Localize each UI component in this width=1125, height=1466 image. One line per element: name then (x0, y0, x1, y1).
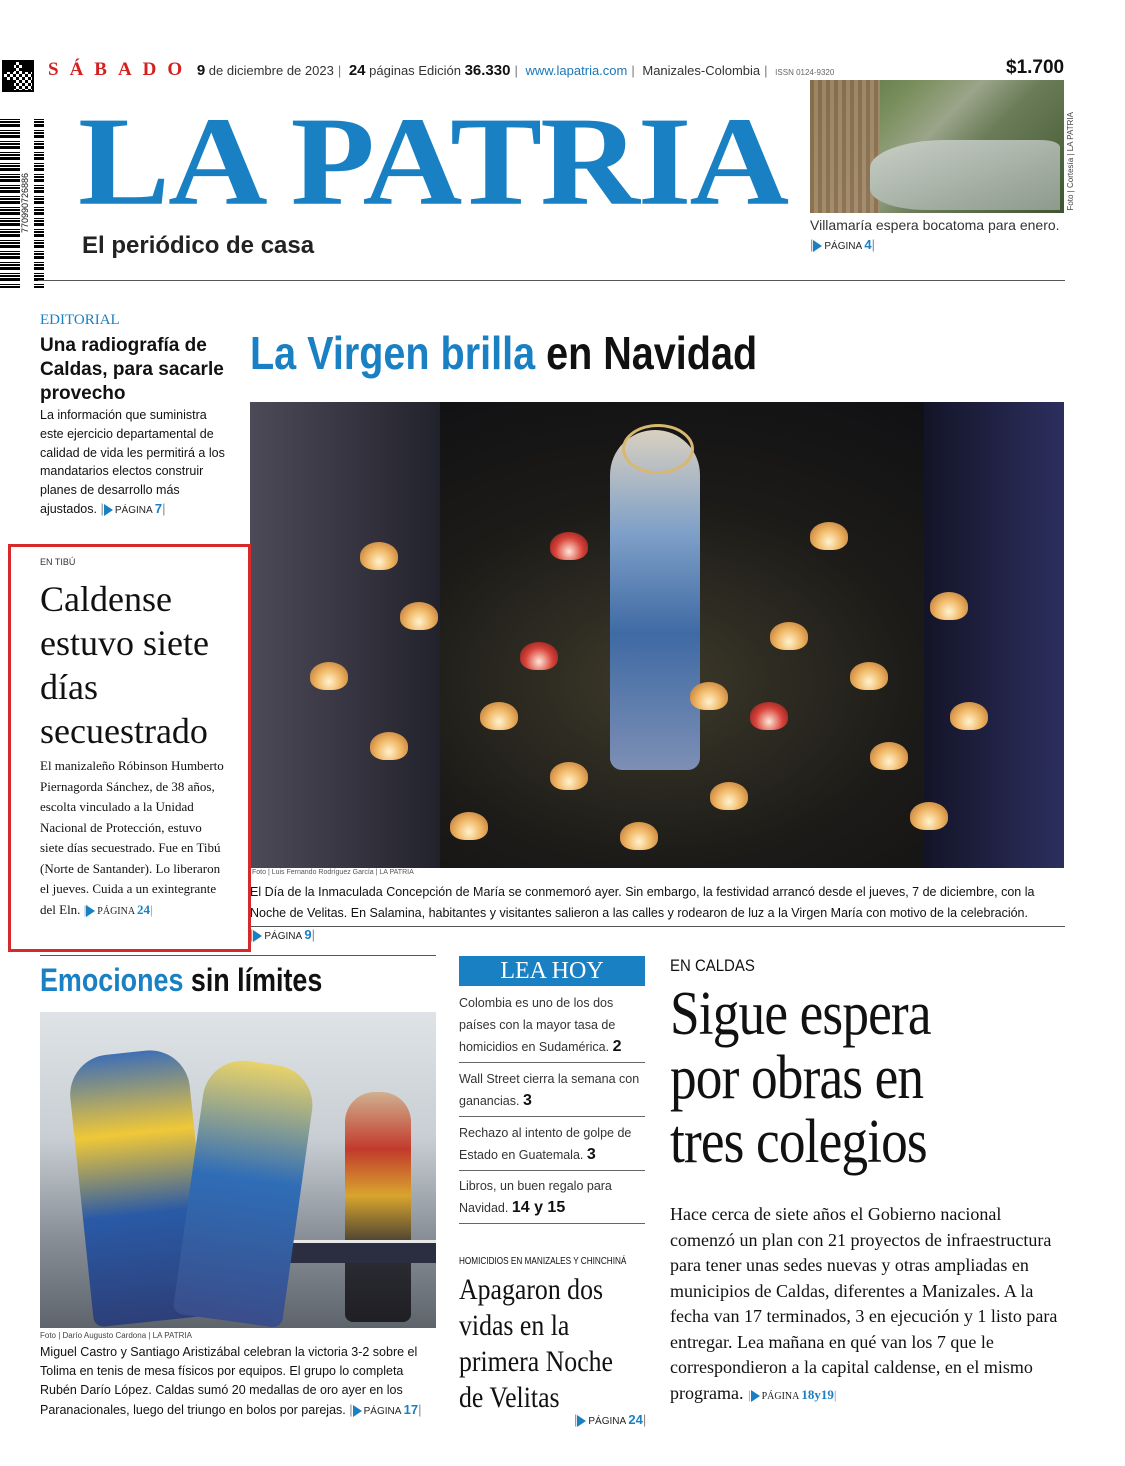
play-icon (813, 240, 822, 252)
page-reference[interactable]: | PÁGINA 18y19| (747, 1386, 837, 1402)
item-page: 3 (522, 1092, 532, 1109)
river-caption (810, 217, 1060, 252)
pages-label: páginas (369, 63, 415, 78)
divider (250, 926, 1065, 927)
play-icon (751, 1390, 760, 1402)
item-page: 2 (612, 1038, 622, 1055)
title-line: Sigue espera (670, 980, 931, 1048)
item-text: Colombia es uno de los dos países con la mayor tasa de homicidios en Sudamérica. (459, 996, 616, 1054)
headline-black: en Navidad (546, 327, 758, 379)
page-reference[interactable]: | PÁGINA 24| (83, 901, 153, 917)
item-page: 14 y 15 (511, 1199, 566, 1216)
headline-blue: La Virgen brilla (250, 327, 536, 379)
page-reference[interactable]: | PÁGINA 9| (250, 927, 316, 942)
homicidios-kicker: HOMICIDIOS EN MANIZALES Y CHINCHINÁ (459, 1256, 627, 1267)
page-label: PÁGINA (97, 905, 135, 917)
page-reference[interactable]: | PÁGINA 24| (574, 1412, 647, 1427)
page-label: PÁGINA (264, 931, 302, 942)
play-icon (577, 1415, 586, 1427)
photo-credit: Foto | Cortesía | LA PATRIA (1066, 112, 1075, 211)
item-text: Libros, un buen regalo para Navidad. (459, 1179, 612, 1215)
caption-text: Miguel Castro y Santiago Aristizábal celebran la victoria 3-2 sobre el Tolima en tenis de mesa físicos por equipos. El grupo lo completa Rubén Darío López. Caldas sumó 20 medallas de oro ayer en los Paranacionales, luego del triungo en bolos por parejas. (40, 1345, 418, 1417)
table-tennis-photo (40, 1012, 436, 1328)
date-number: 9 (196, 62, 206, 79)
page-label: PÁGINA (824, 241, 862, 252)
play-icon (253, 930, 262, 942)
title-line: primera Noche (459, 1345, 614, 1378)
city: Manizales-Colombia (642, 63, 761, 78)
edition-label: Edición (418, 63, 461, 78)
photo-credit: Foto | Luis Fernando Rodríguez García | LA PATRIA (252, 869, 414, 876)
editorial-text: La información que suministra este ejercicio departamental de calidad de vida les permitirá a los mandatarios electos construir planes de desarrollo más ajustados. (40, 408, 225, 516)
tagline: El periódico de casa (82, 232, 315, 259)
lea-hoy-item[interactable] (459, 1175, 645, 1224)
edition-number: 36.330 (464, 62, 511, 79)
price: $1.700 (1006, 57, 1065, 78)
item-text: Wall Street cierra la semana con ganancias. (459, 1072, 640, 1108)
divider (38, 280, 1065, 281)
page-label: PÁGINA (588, 1416, 626, 1427)
item-text: Rechazo al intento de golpe de Estado en Guatemala. (459, 1126, 632, 1162)
website-link[interactable]: www.lapatria.com (525, 63, 628, 78)
date-text: de diciembre de 2023 (208, 63, 334, 78)
caldas-title[interactable] (670, 982, 1031, 1174)
page-number: 24 (137, 901, 151, 917)
page-label: PÁGINA (114, 504, 153, 516)
barcode-number: 770990726886 (20, 118, 34, 288)
secuestro-text: El manizaleño Róbinson Humberto Piernagorda Sánchez, de 38 años, escolta vinculado a la Unidad Nacional de Protección, estuvo siete días secuestrado. Fue en Tibú (Norte de Santander). Lo liberaron el jueves. Cuida a un exintegrante del Eln. (40, 758, 224, 917)
divider (40, 955, 436, 956)
secuestro-kicker: EN TIBÚ (40, 557, 76, 567)
page-label: PÁGINA (761, 1390, 799, 1402)
emociones-headline[interactable] (40, 962, 322, 999)
page-number: 7 (154, 500, 163, 516)
page-number: 4 (864, 237, 872, 252)
photo-credit: Foto | Darío Augusto Cardona | LA PATRIA (40, 1331, 192, 1340)
page-reference[interactable]: | PÁGINA 7| (100, 500, 166, 516)
item-page: 3 (586, 1146, 596, 1163)
newspaper-logo[interactable]: LA PATRIA (78, 90, 788, 232)
caldas-kicker: EN CALDAS (670, 956, 755, 975)
page-label: PÁGINA (363, 1406, 401, 1417)
caldas-text: Hace cerca de siete años el Gobierno nacional comenzó un plan con 21 proyectos de infraestructura para tener unas sedes nuevas y otras ampliadas en municipios de Caldas, diferentes a Manizales. A la fecha van 17 terminados, 3 en ejecución y 1 listo para entregar. Lea mañana en qué van los 7 que le correspondieron a la capital caldense, en el mismo programa. (670, 1204, 1058, 1403)
editorial-kicker: EDITORIAL (40, 312, 120, 328)
page-reference[interactable]: | PÁGINA 17| (349, 1402, 422, 1417)
page-number: 24 (628, 1412, 643, 1427)
main-caption (250, 882, 1066, 947)
date-line: SÁBADO 9 de diciembre de 2023 | 24 páginas Edición 36.330 | www.lapatria.com | Manizales-Colombia | ISSN 0124-9320 (48, 59, 835, 80)
lea-hoy-item[interactable] (459, 1122, 645, 1171)
headline-blue: Emociones (40, 962, 184, 998)
homicidios-title[interactable] (459, 1272, 619, 1416)
title-line: Apagaron dos (459, 1273, 604, 1306)
emociones-caption (40, 1343, 438, 1421)
pages-count: 24 (348, 62, 366, 79)
title-line: por obras en (670, 1044, 924, 1112)
page-number: 18y19 (801, 1386, 834, 1402)
caldas-body (670, 1202, 1062, 1409)
river-photo (810, 80, 1064, 213)
main-headline[interactable] (250, 326, 757, 380)
lea-hoy-item[interactable] (459, 992, 645, 1063)
headline-black: sin límites (190, 962, 323, 998)
qr-code (2, 60, 34, 92)
caption-text: Villamaría espera bocatoma para enero. (810, 217, 1060, 233)
virgin-statue-photo (250, 402, 1064, 868)
editorial-title[interactable]: Una radiografía de Caldas, para sacarle provecho (40, 335, 224, 404)
lea-hoy-header: LEA HOY (459, 956, 645, 986)
caption-text: El Día de la Inmaculada Concepción de María se conmemoró ayer. Sin embargo, la festividad arrancó desde el jueves, 7 de diciembre, con la Noche de Velitas. En Salamina, habitantes y visitantes salieron a las calles y rodearon de luz a la Virgen María con motivo de la celebración. (250, 885, 1035, 920)
weekday: SÁBADO (48, 59, 194, 80)
editorial-body (40, 406, 228, 521)
page-reference[interactable]: | PÁGINA 4| (810, 237, 876, 252)
play-icon (86, 905, 95, 917)
play-icon (104, 504, 113, 516)
lea-hoy-item[interactable] (459, 1068, 645, 1117)
title-line: tres colegios (670, 1108, 927, 1176)
play-icon (353, 1405, 362, 1417)
secuestro-title[interactable]: Caldense estuvo siete días secuestrado (40, 579, 209, 751)
page-number: 9 (304, 927, 312, 942)
page-number: 17 (403, 1402, 419, 1417)
secuestro-body (40, 756, 228, 922)
title-line: vidas en la (459, 1309, 570, 1342)
title-line: de Velitas (459, 1381, 560, 1414)
issn: ISSN 0124-9320 (775, 68, 835, 77)
